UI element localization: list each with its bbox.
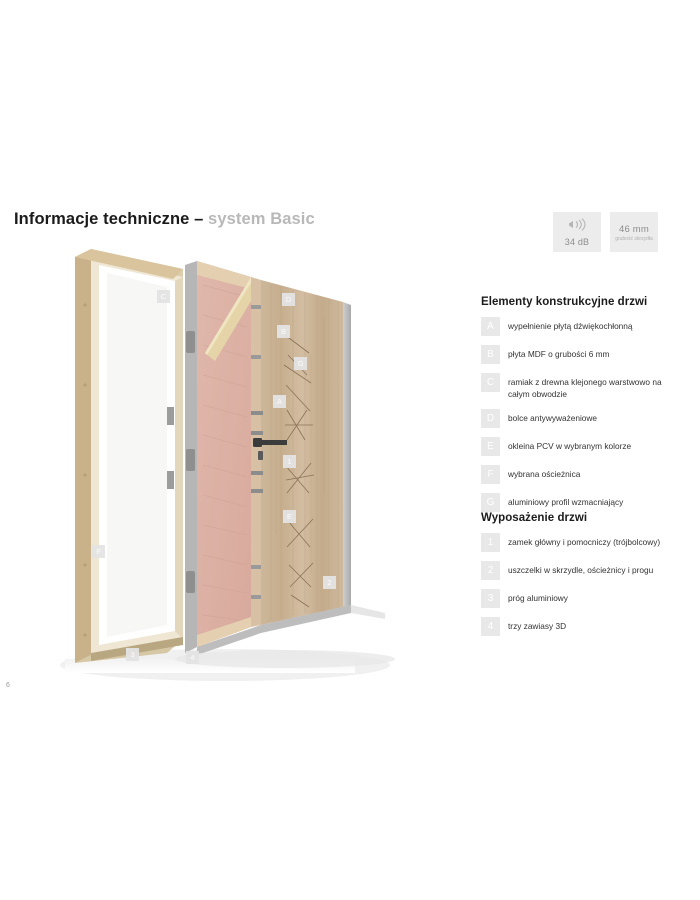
legend-key-d: D	[481, 409, 500, 428]
door-illustration-svg	[55, 235, 455, 695]
page-title	[14, 210, 315, 229]
badge-thickness-value: 46 mm	[618, 223, 650, 235]
legend-key-4: 4	[481, 617, 500, 636]
legend-item	[481, 617, 686, 636]
legend-key-f: F	[481, 465, 500, 484]
legend-item	[481, 465, 686, 484]
hotspot-a: A	[273, 395, 286, 408]
legend-item	[481, 437, 686, 456]
legend-key-c: C	[481, 373, 500, 392]
legend-item	[481, 561, 686, 580]
legend-key-b: B	[481, 345, 500, 364]
page-title-sub: system Basic	[208, 210, 315, 228]
badge-thickness-caption: grubość skrzydła	[615, 235, 653, 242]
legend-text-g: aluminiowy profil wzmacniający	[508, 497, 624, 508]
legend-key-1: 1	[481, 533, 500, 552]
legend-text-1: zamek główny i pomocniczy (trójbolcowy)	[508, 537, 661, 547]
legend-item	[481, 589, 686, 608]
hotspot-f: F	[92, 545, 105, 558]
legend-text-f: wybrana ościeżnica	[508, 469, 581, 480]
hotspot-4: 4	[186, 651, 199, 664]
section-construction	[481, 296, 686, 521]
hotspot-d: D	[282, 293, 295, 306]
legend-text-d: bolce antywyważeniowe	[508, 413, 598, 424]
legend-text-b: płyta MDF o grubości 6 mm	[508, 349, 610, 359]
legend-item	[481, 533, 686, 552]
hotspot-g: G	[294, 357, 307, 370]
legend-text-2: uszczelki w skrzydle, ościeżnicy i progu	[508, 565, 654, 575]
badge-acoustic-value: 34 dB	[564, 236, 590, 247]
legend-text-3: próg aluminiowy	[508, 593, 568, 603]
section-construction-title: Elementy konstrukcyjne drzwi	[481, 296, 648, 308]
legend-text-a: wypełnienie płytą dźwiękochłonną	[508, 321, 633, 331]
section-equipment-title: Wyposażenie drzwi	[481, 512, 588, 524]
door-illustration	[55, 235, 455, 695]
legend-key-3: 3	[481, 589, 500, 608]
legend-item	[481, 409, 686, 428]
legend-item	[481, 373, 686, 400]
legend-item	[481, 493, 686, 512]
legend-key-e: E	[481, 437, 500, 456]
legend-item	[481, 345, 686, 364]
legend-text-c: ramiak z drewna klejonego warstwowo na całym obwodzie	[508, 377, 662, 400]
legend-item	[481, 317, 686, 336]
badge-thickness	[610, 212, 658, 252]
hotspot-3: 3	[126, 648, 139, 661]
spec-badges	[553, 212, 658, 252]
page-title-main: Informacje techniczne –	[14, 210, 209, 228]
legend-text-e: okleina PCV w wybranym kolorze	[508, 441, 632, 452]
hotspot-e: E	[283, 510, 296, 523]
page-number: 6	[6, 682, 10, 689]
legend-text-4: trzy zawiasy 3D	[508, 621, 567, 631]
legend-key-g: G	[481, 493, 500, 512]
hotspot-b: B	[277, 325, 290, 338]
legend-key-2: 2	[481, 561, 500, 580]
hotspot-2: 2	[323, 576, 336, 589]
legend-key-a: A	[481, 317, 500, 336]
hotspot-c: C	[157, 290, 170, 303]
sound-wave-icon	[566, 218, 588, 235]
badge-acoustic	[553, 212, 601, 252]
hotspot-1: 1	[283, 455, 296, 468]
section-equipment	[481, 512, 686, 645]
